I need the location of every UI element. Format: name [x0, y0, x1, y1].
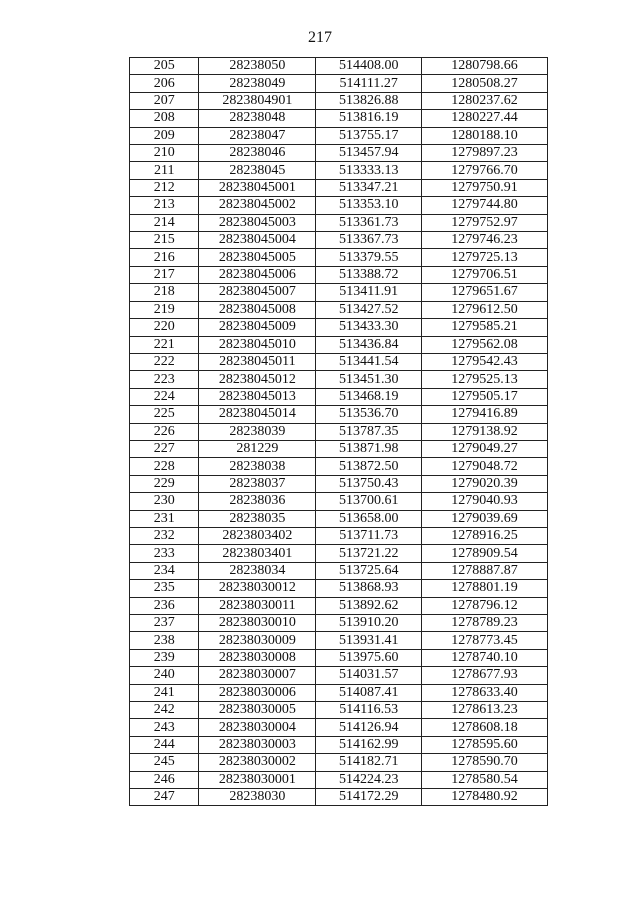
table-row	[130, 92, 548, 109]
x-coordinate-cell: 513436.84	[316, 336, 422, 353]
x-coordinate-cell: 513871.98	[316, 440, 422, 457]
x-coordinate-cell: 514172.29	[316, 789, 422, 806]
table-row	[130, 510, 548, 527]
x-coordinate-cell: 513872.50	[316, 458, 422, 475]
row-number-cell: 217	[130, 266, 199, 283]
row-number-cell: 219	[130, 301, 199, 318]
table-row	[130, 789, 548, 806]
point-name-cell: 28238035	[199, 510, 316, 527]
y-coordinate-cell: 1278740.10	[422, 649, 548, 666]
x-coordinate-cell: 513468.19	[316, 388, 422, 405]
y-coordinate-cell: 1278796.12	[422, 597, 548, 614]
row-number-cell: 223	[130, 371, 199, 388]
table-row	[130, 649, 548, 666]
x-coordinate-cell: 514111.27	[316, 75, 422, 92]
x-coordinate-cell: 513536.70	[316, 406, 422, 423]
x-coordinate-cell: 514162.99	[316, 736, 422, 753]
y-coordinate-cell: 1279542.43	[422, 353, 548, 370]
y-coordinate-cell: 1279020.39	[422, 475, 548, 492]
point-name-cell: 28238030003	[199, 736, 316, 753]
y-coordinate-cell: 1278613.23	[422, 702, 548, 719]
point-name-cell: 28238045011	[199, 353, 316, 370]
x-coordinate-cell: 513388.72	[316, 266, 422, 283]
row-number-cell: 229	[130, 475, 199, 492]
y-coordinate-cell: 1278580.54	[422, 771, 548, 788]
x-coordinate-cell: 513700.61	[316, 493, 422, 510]
x-coordinate-cell: 513457.94	[316, 145, 422, 162]
x-coordinate-cell: 514182.71	[316, 754, 422, 771]
y-coordinate-cell: 1279048.72	[422, 458, 548, 475]
row-number-cell: 235	[130, 580, 199, 597]
point-name-cell: 28238034	[199, 562, 316, 579]
y-coordinate-cell: 1279766.70	[422, 162, 548, 179]
row-number-cell: 207	[130, 92, 199, 109]
table-row	[130, 667, 548, 684]
table-row	[130, 388, 548, 405]
point-name-cell: 28238030008	[199, 649, 316, 666]
y-coordinate-cell: 1278590.70	[422, 754, 548, 771]
point-name-cell: 28238045005	[199, 249, 316, 266]
x-coordinate-cell: 514116.53	[316, 702, 422, 719]
point-name-cell: 28238045003	[199, 214, 316, 231]
point-name-cell: 281229	[199, 440, 316, 457]
table-row	[130, 58, 548, 75]
table-row	[130, 162, 548, 179]
point-name-cell: 28238045001	[199, 179, 316, 196]
y-coordinate-cell: 1278887.87	[422, 562, 548, 579]
y-coordinate-cell: 1278909.54	[422, 545, 548, 562]
point-name-cell: 28238030011	[199, 597, 316, 614]
point-name-cell: 28238050	[199, 58, 316, 75]
point-name-cell: 28238047	[199, 127, 316, 144]
x-coordinate-cell: 513433.30	[316, 319, 422, 336]
y-coordinate-cell: 1278916.25	[422, 527, 548, 544]
x-coordinate-cell: 513931.41	[316, 632, 422, 649]
point-name-cell: 28238030007	[199, 667, 316, 684]
y-coordinate-cell: 1278789.23	[422, 615, 548, 632]
coordinates-table	[129, 57, 548, 806]
y-coordinate-cell: 1279505.17	[422, 388, 548, 405]
row-number-cell: 228	[130, 458, 199, 475]
table-row	[130, 336, 548, 353]
table-row	[130, 562, 548, 579]
x-coordinate-cell: 514031.57	[316, 667, 422, 684]
row-number-cell: 241	[130, 684, 199, 701]
table-row	[130, 440, 548, 457]
table-row	[130, 580, 548, 597]
row-number-cell: 226	[130, 423, 199, 440]
y-coordinate-cell: 1279752.97	[422, 214, 548, 231]
table-row	[130, 179, 548, 196]
row-number-cell: 247	[130, 789, 199, 806]
y-coordinate-cell: 1280237.62	[422, 92, 548, 109]
row-number-cell: 218	[130, 284, 199, 301]
x-coordinate-cell: 513892.62	[316, 597, 422, 614]
y-coordinate-cell: 1279706.51	[422, 266, 548, 283]
y-coordinate-cell: 1278773.45	[422, 632, 548, 649]
x-coordinate-cell: 513427.52	[316, 301, 422, 318]
row-number-cell: 242	[130, 702, 199, 719]
table-row	[130, 771, 548, 788]
table-row	[130, 475, 548, 492]
row-number-cell: 240	[130, 667, 199, 684]
y-coordinate-cell: 1278608.18	[422, 719, 548, 736]
row-number-cell: 227	[130, 440, 199, 457]
y-coordinate-cell: 1278480.92	[422, 789, 548, 806]
y-coordinate-cell: 1279897.23	[422, 145, 548, 162]
table-row	[130, 684, 548, 701]
row-number-cell: 212	[130, 179, 199, 196]
table-row	[130, 545, 548, 562]
y-coordinate-cell: 1279725.13	[422, 249, 548, 266]
table-row	[130, 353, 548, 370]
point-name-cell: 28238037	[199, 475, 316, 492]
point-name-cell: 28238030009	[199, 632, 316, 649]
row-number-cell: 213	[130, 197, 199, 214]
point-name-cell: 28238030001	[199, 771, 316, 788]
y-coordinate-cell: 1279746.23	[422, 232, 548, 249]
point-name-cell: 28238045013	[199, 388, 316, 405]
table-row	[130, 754, 548, 771]
point-name-cell: 28238036	[199, 493, 316, 510]
table-row	[130, 719, 548, 736]
table-row	[130, 632, 548, 649]
row-number-cell: 237	[130, 615, 199, 632]
point-name-cell: 2823803401	[199, 545, 316, 562]
row-number-cell: 215	[130, 232, 199, 249]
table-row	[130, 423, 548, 440]
y-coordinate-cell: 1278677.93	[422, 667, 548, 684]
row-number-cell: 211	[130, 162, 199, 179]
x-coordinate-cell: 513975.60	[316, 649, 422, 666]
x-coordinate-cell: 514224.23	[316, 771, 422, 788]
point-name-cell: 28238045004	[199, 232, 316, 249]
y-coordinate-cell: 1278633.40	[422, 684, 548, 701]
point-name-cell: 28238045014	[199, 406, 316, 423]
y-coordinate-cell: 1280227.44	[422, 110, 548, 127]
point-name-cell: 28238045007	[199, 284, 316, 301]
row-number-cell: 243	[130, 719, 199, 736]
row-number-cell: 231	[130, 510, 199, 527]
y-coordinate-cell: 1280798.66	[422, 58, 548, 75]
row-number-cell: 224	[130, 388, 199, 405]
row-number-cell: 222	[130, 353, 199, 370]
table-row	[130, 232, 548, 249]
table-row	[130, 110, 548, 127]
y-coordinate-cell: 1280508.27	[422, 75, 548, 92]
y-coordinate-cell: 1279416.89	[422, 406, 548, 423]
row-number-cell: 216	[130, 249, 199, 266]
row-number-cell: 210	[130, 145, 199, 162]
point-name-cell: 28238045006	[199, 266, 316, 283]
y-coordinate-cell: 1279612.50	[422, 301, 548, 318]
table-row	[130, 127, 548, 144]
x-coordinate-cell: 513353.10	[316, 197, 422, 214]
table-row	[130, 615, 548, 632]
y-coordinate-cell: 1279525.13	[422, 371, 548, 388]
x-coordinate-cell: 514087.41	[316, 684, 422, 701]
x-coordinate-cell: 513347.21	[316, 179, 422, 196]
y-coordinate-cell: 1279744.80	[422, 197, 548, 214]
x-coordinate-cell: 514126.94	[316, 719, 422, 736]
x-coordinate-cell: 513411.91	[316, 284, 422, 301]
table-row	[130, 527, 548, 544]
x-coordinate-cell: 513379.55	[316, 249, 422, 266]
table-row	[130, 249, 548, 266]
row-number-cell: 230	[130, 493, 199, 510]
y-coordinate-cell: 1279750.91	[422, 179, 548, 196]
point-name-cell: 28238038	[199, 458, 316, 475]
point-name-cell: 28238045012	[199, 371, 316, 388]
row-number-cell: 232	[130, 527, 199, 544]
point-name-cell: 28238045010	[199, 336, 316, 353]
point-name-cell: 28238048	[199, 110, 316, 127]
table-row	[130, 406, 548, 423]
y-coordinate-cell: 1278801.19	[422, 580, 548, 597]
row-number-cell: 208	[130, 110, 199, 127]
x-coordinate-cell: 513910.20	[316, 615, 422, 632]
table-row	[130, 214, 548, 231]
point-name-cell: 28238039	[199, 423, 316, 440]
table-row	[130, 284, 548, 301]
y-coordinate-cell: 1279138.92	[422, 423, 548, 440]
x-coordinate-cell: 513750.43	[316, 475, 422, 492]
table-row	[130, 319, 548, 336]
x-coordinate-cell: 513725.64	[316, 562, 422, 579]
row-number-cell: 220	[130, 319, 199, 336]
point-name-cell: 28238045009	[199, 319, 316, 336]
table-row	[130, 458, 548, 475]
point-name-cell: 28238030010	[199, 615, 316, 632]
x-coordinate-cell: 513333.13	[316, 162, 422, 179]
point-name-cell: 2823804901	[199, 92, 316, 109]
point-name-cell: 28238030004	[199, 719, 316, 736]
row-number-cell: 209	[130, 127, 199, 144]
x-coordinate-cell: 513658.00	[316, 510, 422, 527]
point-name-cell: 28238049	[199, 75, 316, 92]
row-number-cell: 239	[130, 649, 199, 666]
row-number-cell: 233	[130, 545, 199, 562]
table-row	[130, 702, 548, 719]
row-number-cell: 234	[130, 562, 199, 579]
x-coordinate-cell: 513816.19	[316, 110, 422, 127]
y-coordinate-cell: 1279651.67	[422, 284, 548, 301]
row-number-cell: 238	[130, 632, 199, 649]
y-coordinate-cell: 1278595.60	[422, 736, 548, 753]
table-row	[130, 371, 548, 388]
x-coordinate-cell: 513441.54	[316, 353, 422, 370]
y-coordinate-cell: 1280188.10	[422, 127, 548, 144]
y-coordinate-cell: 1279585.21	[422, 319, 548, 336]
point-name-cell: 28238030006	[199, 684, 316, 701]
point-name-cell: 28238030005	[199, 702, 316, 719]
row-number-cell: 205	[130, 58, 199, 75]
row-number-cell: 245	[130, 754, 199, 771]
page-number: 217	[308, 29, 332, 46]
table-row	[130, 145, 548, 162]
table-row	[130, 75, 548, 92]
point-name-cell: 2823803402	[199, 527, 316, 544]
table-row	[130, 266, 548, 283]
x-coordinate-cell: 513868.93	[316, 580, 422, 597]
row-number-cell: 236	[130, 597, 199, 614]
y-coordinate-cell: 1279040.93	[422, 493, 548, 510]
x-coordinate-cell: 513787.35	[316, 423, 422, 440]
x-coordinate-cell: 513755.17	[316, 127, 422, 144]
point-name-cell: 28238045	[199, 162, 316, 179]
row-number-cell: 225	[130, 406, 199, 423]
point-name-cell: 28238045002	[199, 197, 316, 214]
x-coordinate-cell: 514408.00	[316, 58, 422, 75]
x-coordinate-cell: 513361.73	[316, 214, 422, 231]
point-name-cell: 28238030012	[199, 580, 316, 597]
x-coordinate-cell: 513451.30	[316, 371, 422, 388]
y-coordinate-cell: 1279562.08	[422, 336, 548, 353]
row-number-cell: 246	[130, 771, 199, 788]
y-coordinate-cell: 1279039.69	[422, 510, 548, 527]
point-name-cell: 28238046	[199, 145, 316, 162]
y-coordinate-cell: 1279049.27	[422, 440, 548, 457]
point-name-cell: 28238030	[199, 789, 316, 806]
row-number-cell: 221	[130, 336, 199, 353]
x-coordinate-cell: 513711.73	[316, 527, 422, 544]
x-coordinate-cell: 513367.73	[316, 232, 422, 249]
row-number-cell: 214	[130, 214, 199, 231]
table-row	[130, 197, 548, 214]
row-number-cell: 244	[130, 736, 199, 753]
x-coordinate-cell: 513826.88	[316, 92, 422, 109]
table-row	[130, 493, 548, 510]
table-row	[130, 597, 548, 614]
x-coordinate-cell: 513721.22	[316, 545, 422, 562]
table-row	[130, 736, 548, 753]
point-name-cell: 28238030002	[199, 754, 316, 771]
coordinates-table-body	[130, 58, 548, 806]
row-number-cell: 206	[130, 75, 199, 92]
point-name-cell: 28238045008	[199, 301, 316, 318]
table-row	[130, 301, 548, 318]
